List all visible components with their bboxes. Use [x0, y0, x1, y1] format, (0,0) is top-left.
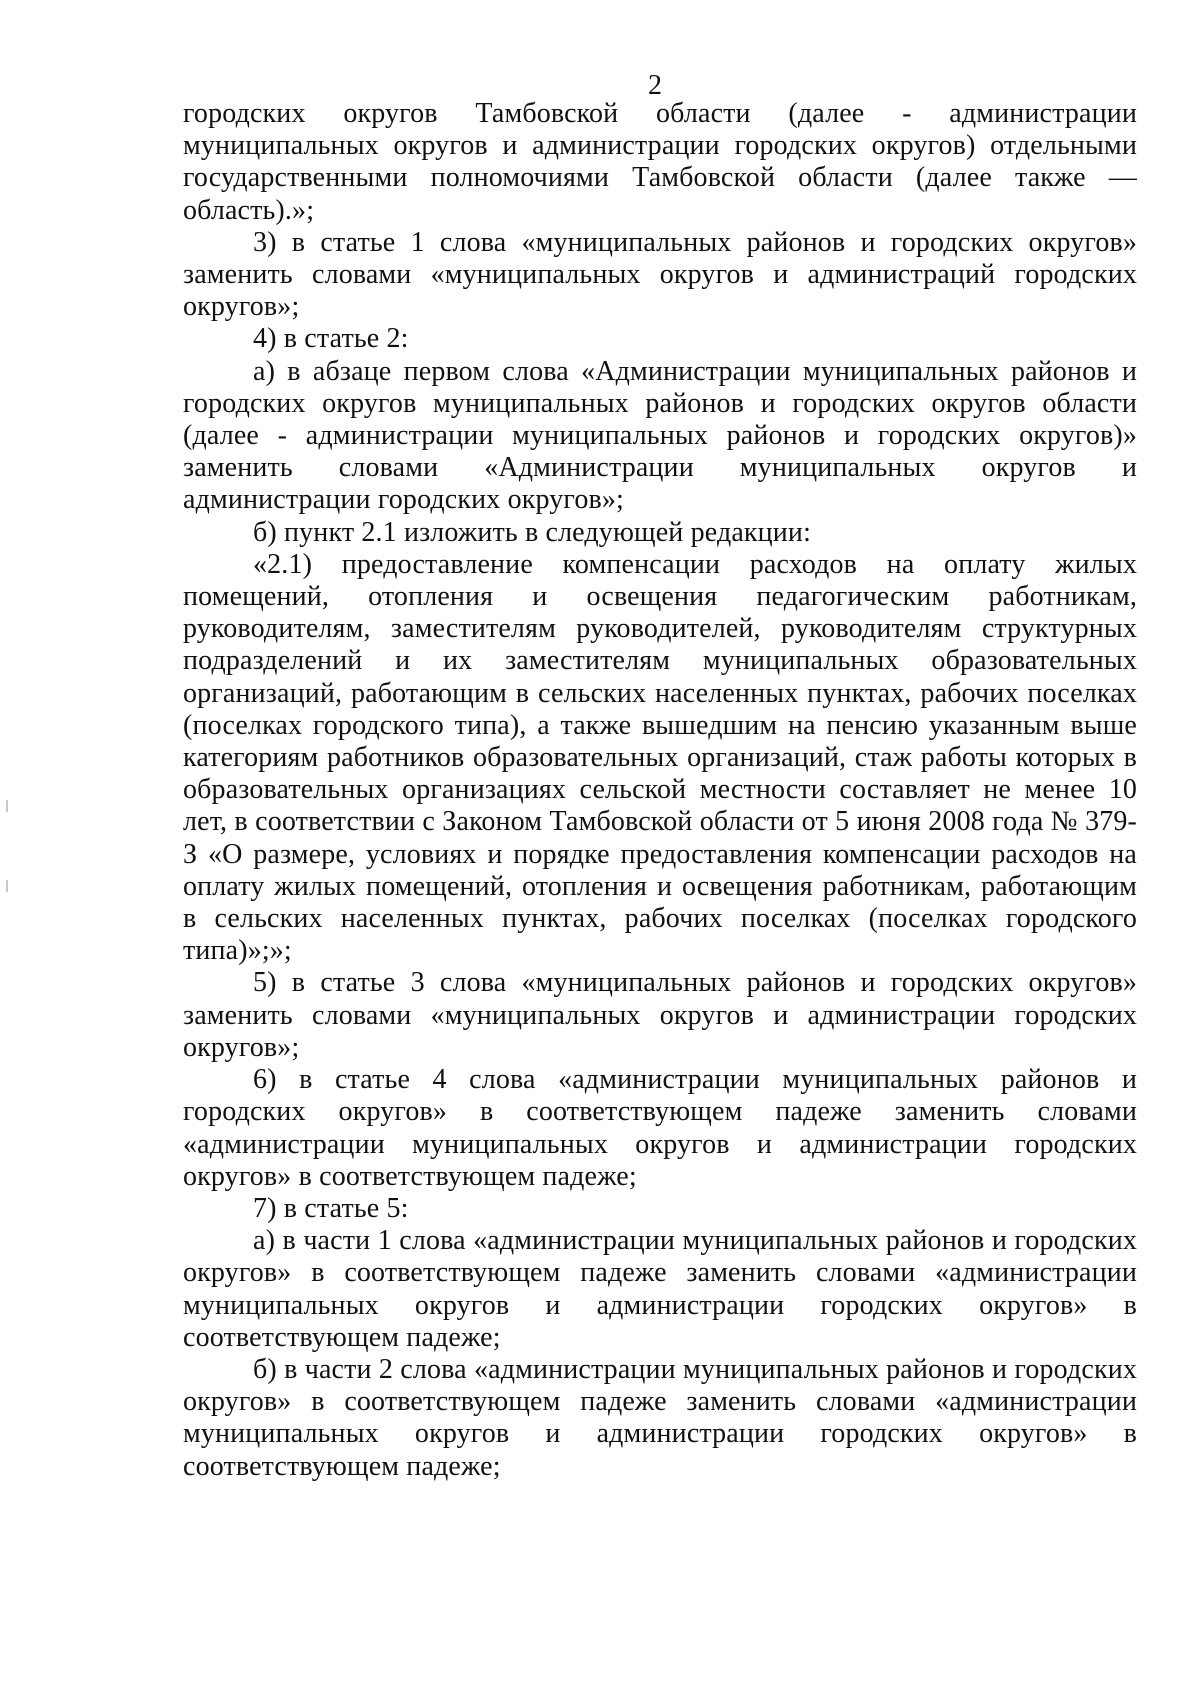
- document-body: [183, 98, 1137, 1483]
- scan-edge-mark: [6, 800, 8, 812]
- paragraph-item-5: 5) в статье 3 слова «муниципальных районов и городских округов» заменить словами «муниципальных округов и администрации городских округов»;: [183, 967, 1137, 1063]
- paragraph-item-7b: б) в части 2 слова «администрации муниципальных районов и городских округов» в соответствующем падеже заменить словами «администрации муниципальных округов и администрации городских округов» в соответствующем падеже;: [183, 1353, 1137, 1482]
- paragraph-clause-2-1: «2.1) предоставление компенсации расходов на оплату жилых помещений, отопления и освещения педагогическим работникам, руководителям, заместителям руководителей, руководителям структурных подразделений и их заместителям муниципальных образовательных организаций, работающим в сельских населенных пунктах, рабочих поселках (поселках городского типа), а также вышедшим на пенсию указанным выше категориям работников образовательных организаций, стаж работы которых в образовательных организациях сельской местности составляет не менее 10 лет, в соответствии с Законом Тамбовской области от 5 июня 2008 года № 379-З «О размере, условиях и порядке предоставления компенсации расходов на оплату жилых помещений, отопления и освещения работникам, работающим в сельских населенных пунктах, рабочих поселках (поселках городского типа)»;»;: [183, 548, 1137, 967]
- scan-edge-mark: [6, 880, 8, 892]
- paragraph-item-4: 4) в статье 2:: [253, 323, 409, 355]
- paragraph-item-3: 3) в статье 1 слова «муниципальных районов и городских округов» заменить словами «муниципальных округов и администраций городских округов»;: [183, 226, 1137, 323]
- paragraph-item-4b: б) пункт 2.1 изложить в следующей редакции:: [253, 516, 812, 548]
- paragraph-item-6: 6) в статье 4 слова «администрации муниципальных районов и городских округов» в соответствующем падеже заменить словами «администрации муниципальных округов и администрации городских округов» в соответствующем падеже;: [183, 1064, 1137, 1192]
- paragraph-item-7a: а) в части 1 слова «администрации муниципальных районов и городских округов» в соответствующем падеже заменить словами «администрации муниципальных округов и администрации городских округов» в соответствующем падеже;: [183, 1225, 1137, 1353]
- page-number: 2: [648, 70, 662, 101]
- paragraph-item-4a: а) в абзаце первом слова «Администрации муниципальных районов и городских округов муниципальных районов и городских округов области (далее - администрации муниципальных районов и городских округов)» заменить словами «Администрации муниципальных округов и администрации городских округов»;: [183, 355, 1137, 516]
- paragraph-item-7: 7) в статье 5:: [253, 1192, 409, 1224]
- paragraph-continuation: городских округов Тамбовской области (далее - администрации муниципальных округов и администрации городских округов) отдельными государственными полномочиями Тамбовской области (далее также — область).»;: [183, 98, 1137, 226]
